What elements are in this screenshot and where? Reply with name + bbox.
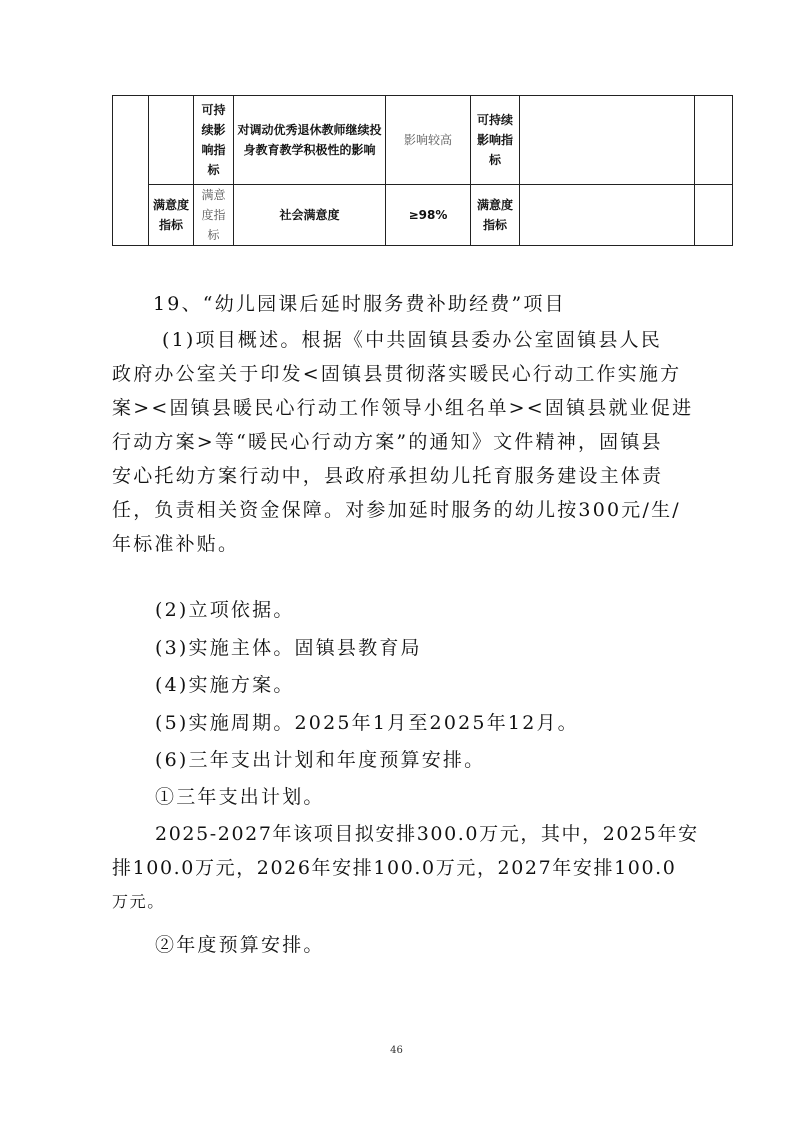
plan-line: 排100.0万元，2026年安排100.0万元，2027年安排100.0 [112,857,677,879]
overview-line: 政府办公室关于印发<固镇县贯彻落实暖民心行动工作实施方 [112,363,682,385]
plan-line: (4)实施方案。 [155,674,295,696]
table-cell [113,96,149,246]
table-cell: ≥98% [386,185,471,246]
table-cell [149,96,194,185]
overview-line: 安心托幼方案行动中，县政府承担幼儿托育服务建设主体责 [112,465,664,487]
period-line: (5)实施周期。2025年1月至2025年12月。 [155,712,579,734]
table-row [113,185,733,246]
basis-line: (2)立项依据。 [155,599,295,621]
implementer-line: (3)实施主体。固镇县教育局 [155,637,422,659]
table-cell: 社会满意度 [234,185,386,246]
table-cell: 满意度指标 [471,185,520,246]
table-cell: 影响较高 [386,96,471,185]
table-cell: 可持续影响指标 [194,96,234,185]
table-cell [520,185,695,246]
annual-heading: ②年度预算安排。 [155,934,325,956]
performance-metrics-table [112,95,733,246]
table-cell [520,96,695,185]
table-cell: 满意度指标 [194,185,234,246]
plan-line: 2025-2027年该项目拟安排300.0万元，其中，2025年安 [155,823,699,845]
table-cell: 可持续影响指标 [471,96,520,185]
overview-line: 案><固镇县暖民心行动工作领导小组名单><固镇县就业促进 [112,397,694,419]
three-year-plan [112,817,699,919]
overview-line: (1)项目概述。根据《中共固镇县委办公室固镇县人民 [162,329,662,351]
three-year-heading: ①三年支出计划。 [155,786,325,808]
section-heading: 19、“幼儿园课后延时服务费补助经费”项目 [153,293,566,315]
overview-line: 行动方案>等“暖民心行动方案”的通知》文件精神，固镇县 [112,431,663,453]
overview-line: 年标准补贴。 [112,533,240,555]
project-overview [112,323,692,561]
table-cell: 满意度指标 [149,185,194,246]
page-number: 46 [390,1045,403,1056]
budget-heading: (6)三年支出计划和年度预算安排。 [155,749,486,771]
table-cell [695,96,733,185]
plan-line: 万元。 [112,892,165,911]
table-row [113,96,733,185]
overview-line: 任，负责相关资金保障。对参加延时服务的幼儿按300元/生/ [112,499,681,521]
table-cell: 对调动优秀退休教师继续投身教育教学积极性的影响 [234,96,386,185]
table-cell [695,185,733,246]
